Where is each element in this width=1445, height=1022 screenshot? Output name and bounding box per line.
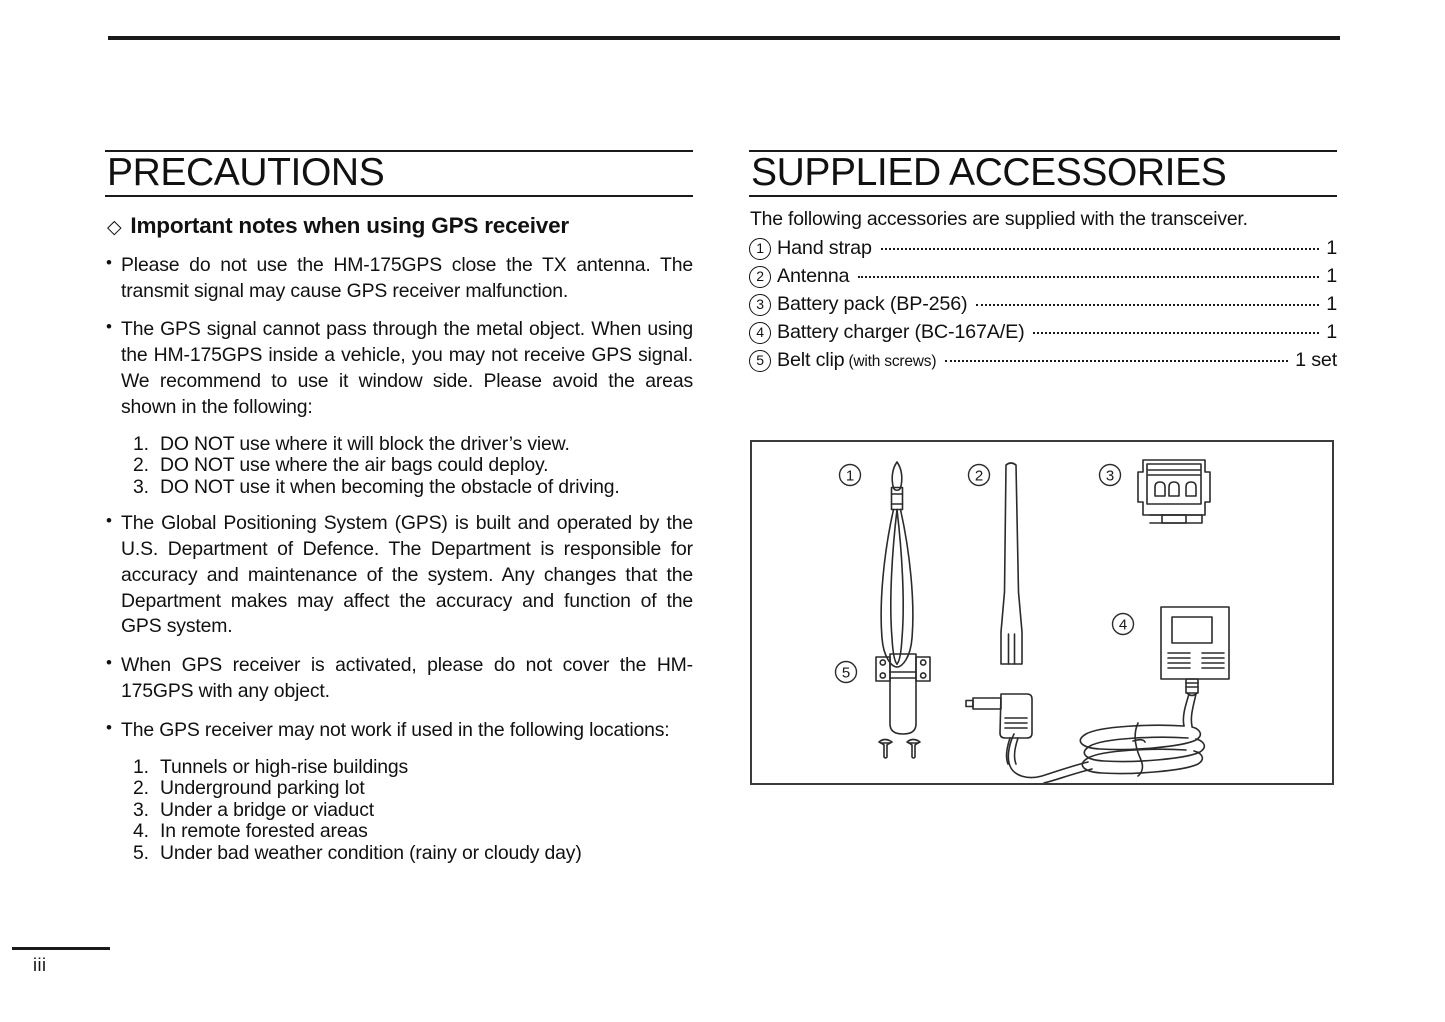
precaution-item <box>105 511 693 640</box>
list-item-number: 1. <box>133 755 149 778</box>
list-item-label: In remote forested areas <box>160 820 368 843</box>
circled-number-3-icon: 3 <box>749 294 771 316</box>
list-item-number: 2. <box>133 777 149 800</box>
list-item-label: DO NOT use where the air bags could deploy. <box>160 454 549 477</box>
figure-callout-1-label: 1 <box>845 467 855 485</box>
footer-rule <box>12 947 110 950</box>
accessories-illustration <box>750 440 1334 785</box>
page-title: PRECAUTIONS <box>107 151 385 194</box>
battery-charger-illustration <box>1161 607 1229 726</box>
accessory-qty: 1 set <box>1295 349 1337 372</box>
list-item-number: 3. <box>133 475 149 498</box>
dot-leader <box>945 360 1288 362</box>
accessory-row <box>749 346 1337 374</box>
list-item <box>133 455 693 477</box>
battery-pack-illustration <box>1138 460 1210 523</box>
circled-number-1-icon: 1 <box>749 238 771 260</box>
precaution-item <box>105 317 693 420</box>
list-item <box>133 757 693 779</box>
list-item-number: 2. <box>133 454 149 477</box>
precautions-bullet-list <box>105 253 693 864</box>
precaution-text: • The Global Positioning System (GPS) is built and operated by the U.S. Department of Defence. The Department is responsible for accuracy and maintenance of the system. Any changes that the Department makes may affect the accuracy and function of the GPS system. <box>121 512 693 638</box>
list-item-label: DO NOT use it when becoming the obstacle of driving. <box>160 475 620 498</box>
list-item <box>133 800 693 822</box>
list-item-number: 1. <box>133 432 149 455</box>
precaution-text: • The GPS signal cannot pass through the metal object. When using the HM-175GPS inside a vehicle, you may not receive GPS signal. We recommend to use it window side. Please avoid the areas shown in the following: <box>121 318 693 418</box>
accessory-qty: 1 <box>1326 321 1337 344</box>
accessory-label: Battery charger (BC-167A/E) <box>777 321 1025 344</box>
list-item-label: Under bad weather condition (rainy or cloudy day) <box>160 841 582 864</box>
precaution-item <box>105 253 693 305</box>
accessory-qty: 1 <box>1326 265 1337 288</box>
circled-number-5-icon: 5 <box>749 350 771 372</box>
dot-leader <box>881 248 1319 250</box>
accessory-label: Antenna <box>777 265 850 288</box>
list-item <box>133 821 693 843</box>
accessories-intro: The following accessories are supplied with the transceiver. <box>750 207 1248 230</box>
accessory-label: Belt clip <box>777 349 845 372</box>
accessories-title: SUPPLIED ACCESSORIES <box>751 151 1227 194</box>
bad-locations-list <box>105 757 693 865</box>
dot-leader <box>976 304 1319 306</box>
belt-clip-screws-illustration <box>879 740 920 759</box>
accessory-row <box>749 262 1337 290</box>
precautions-subheading-label: Important notes when using GPS receiver <box>130 212 569 238</box>
list-item <box>133 778 693 800</box>
accessories-list <box>749 234 1337 375</box>
antenna-illustration <box>1001 463 1022 664</box>
page-number: iii <box>33 955 47 975</box>
figure-callout-4-label: 4 <box>1118 616 1128 634</box>
accessory-sublabel: (with screws) <box>848 353 937 371</box>
precautions-heading-block <box>105 150 693 197</box>
precautions-column <box>105 150 693 877</box>
accessory-row <box>749 234 1337 262</box>
accessories-column <box>749 150 1337 375</box>
precaution-item <box>105 718 693 744</box>
accessories-figure-svg <box>752 442 1332 783</box>
list-item-number: 4. <box>133 820 149 843</box>
figure-callout-5-label: 5 <box>841 664 851 682</box>
precaution-text: • Please do not use the HM-175GPS close the TX antenna. The transmit signal may cause GPS receiver malfunction. <box>121 253 693 302</box>
accessory-label: Battery pack (BP-256) <box>777 293 968 316</box>
hand-strap-illustration <box>881 462 913 667</box>
circled-number-2-icon: 2 <box>749 266 771 288</box>
list-item <box>133 843 693 865</box>
dc-plug-illustration <box>966 694 1032 764</box>
accessory-qty: 1 <box>1326 293 1337 316</box>
accessory-label: Hand strap <box>777 236 872 259</box>
avoid-areas-list <box>105 434 693 499</box>
list-item-label: DO NOT use where it will block the driver’s view. <box>160 432 570 455</box>
dot-leader <box>858 276 1319 278</box>
dot-leader <box>1033 332 1319 334</box>
accessory-row <box>749 318 1337 346</box>
list-item-number: 5. <box>133 841 149 864</box>
accessories-heading-block <box>749 150 1337 197</box>
list-item-label: Tunnels or high-rise buildings <box>160 755 409 778</box>
belt-clip-illustration <box>876 654 930 734</box>
precaution-text: • The GPS receiver may not work if used in the following locations: <box>121 718 670 741</box>
accessory-row <box>749 290 1337 318</box>
list-item <box>133 477 693 499</box>
hollow-diamond-icon: ◇ <box>107 216 122 238</box>
list-item-label: Underground parking lot <box>160 777 365 800</box>
page-top-rule <box>108 36 1340 40</box>
circled-number-4-icon: 4 <box>749 322 771 344</box>
accessory-qty: 1 <box>1326 236 1337 259</box>
list-item <box>133 434 693 456</box>
charger-cord-coil-illustration <box>1008 723 1204 783</box>
figure-callout-3-label: 3 <box>1105 467 1115 485</box>
precaution-item <box>105 653 693 705</box>
list-item-number: 3. <box>133 798 149 821</box>
list-item-label: Under a bridge or viaduct <box>160 798 374 821</box>
figure-callout-2-label: 2 <box>974 467 984 485</box>
precaution-text: • When GPS receiver is activated, please do not cover the HM-175GPS with any object. <box>121 654 693 702</box>
precautions-subheading <box>107 213 693 239</box>
